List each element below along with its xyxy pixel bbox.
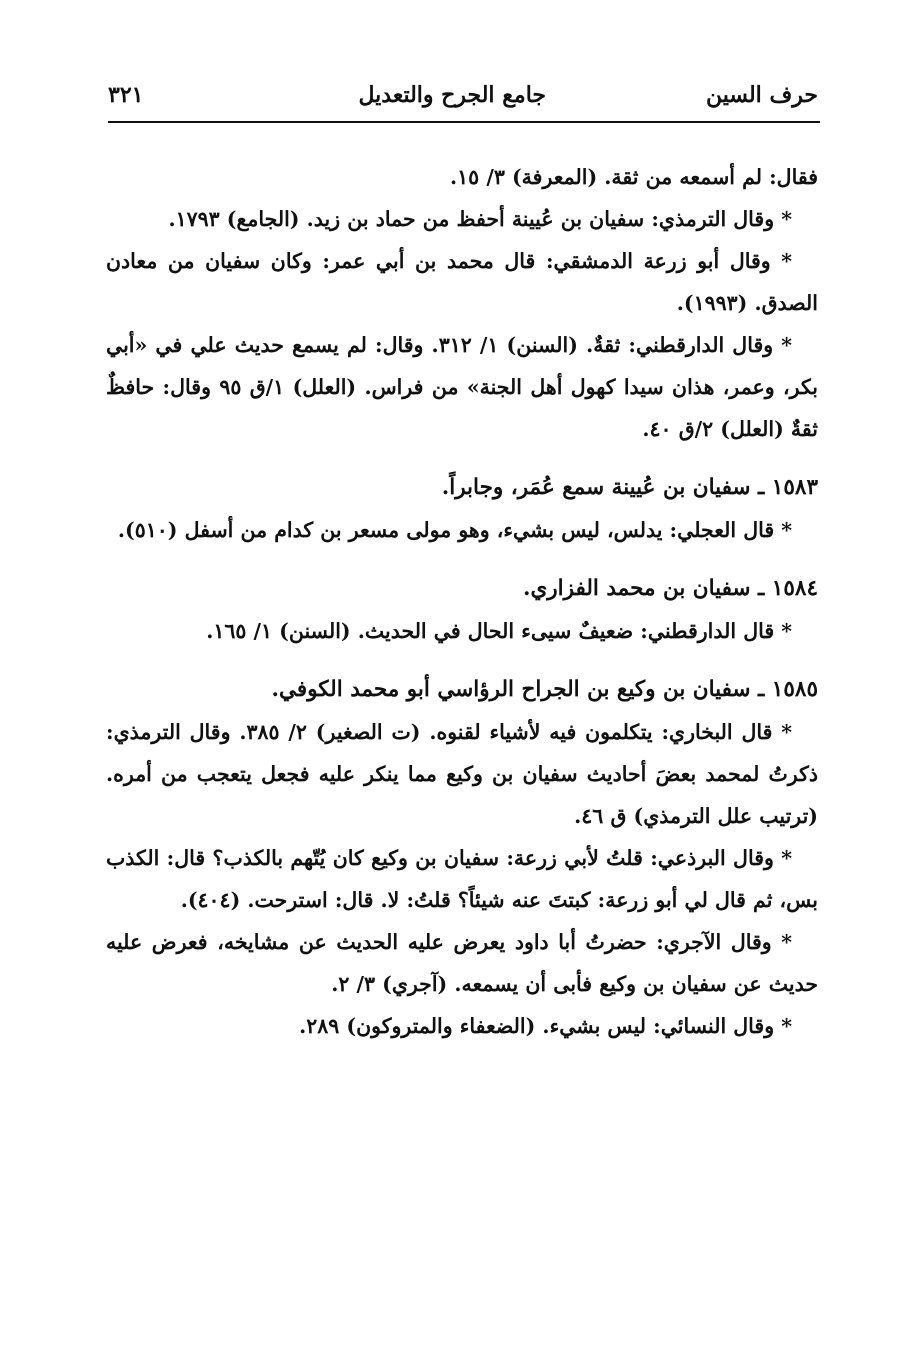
entry-line: * قال البخاري: يتكلمون فيه لأشياء لقنوه. (ت الصغير) ٢/ ٣٨٥. وقال الترمذي: ذكرتُ لمحمد بعضَ أحاديث سفيان بن وكيع مما ينكر عليه فجعل يتعجب من أمره. (ترتيب علل الترمذي) ق ٤٦.	[106, 720, 818, 828]
running-header	[108, 78, 818, 118]
paragraph-abu-zura: * وقال أبو زرعة الدمشقي: قال محمد بن أبي عمر: وكان سفيان من معادن الصدق. (١٩٩٣).	[106, 249, 818, 315]
entry-title: ١٥٨٥ ـ سفيان بن وكيع بن الجراح الرؤاسي أبو محمد الكوفي.	[271, 677, 818, 702]
page-body	[106, 156, 818, 1047]
paragraph-tirmidhi: * وقال الترمذي: سفيان بن عُيينة أحفظ من حماد بن زيد. (الجامع) ١٧٩٣.	[168, 207, 792, 231]
book-title: جامع الجرح والتعديل	[358, 82, 546, 108]
paragraph-continuation: فقال: لم أسمعه من ثقة. (المعرفة) ٣/ ١٥.	[450, 165, 818, 189]
entry-line: * وقال البرذعي: قلتُ لأبي زرعة: سفيان بن وكيع كان يُتّهم بالكذب؟ قال: الكذب بس، ثم قال لي أبو زرعة: كبتتَ عنه شيئاً؟ قلتُ: لا. قال: استرحت. (٤٠٤).	[106, 846, 818, 912]
entry-1583	[106, 467, 818, 551]
page-number: ٣٢١	[108, 82, 144, 108]
entry-1585	[106, 669, 818, 1047]
chapter-title: حرف السين	[705, 82, 818, 108]
entry-title: ١٥٨٤ ـ سفيان بن محمد الفزاري.	[522, 576, 818, 601]
entry-line: * وقال الآجري: حضرتُ أبا داود يعرض عليه الحديث عن مشايخه، فعرض عليه حديث عن سفيان بن وكيع فأبى أن يسمعه. (آجري) ٣/ ٢.	[106, 930, 818, 996]
entry-title: ١٥٨٣ ـ سفيان بن عُيينة سمع عُمَر، وجابراً.	[441, 475, 818, 500]
entry-line: * قال العجلي: يدلس، ليس بشيء، وهو مولى مسعر بن كدام من أسفل (٥١٠).	[117, 518, 792, 542]
entry-1584	[106, 568, 818, 652]
header-rule	[108, 121, 820, 123]
entry-line: * قال الدارقطني: ضعيفٌ سيىء الحال في الحديث. (السنن) ١/ ١٦٥.	[206, 619, 792, 643]
paragraph-daraqutni: * وقال الدارقطني: ثقةٌ. (السنن) ١/ ٣١٢. وقال: لم يسمع حديث علي في «أبي بكر، وعمر، هذان سيدا كهول أهل الجنة» من فراس. (العلل) ١/ق ٩٥ وقال: حافظٌ ثقةٌ (العلل) ٢/ق ٤٠.	[106, 333, 819, 441]
entry-line: * وقال النسائي: ليس بشيء. (الضعفاء والمتروكون) ٢٨٩.	[299, 1014, 792, 1038]
